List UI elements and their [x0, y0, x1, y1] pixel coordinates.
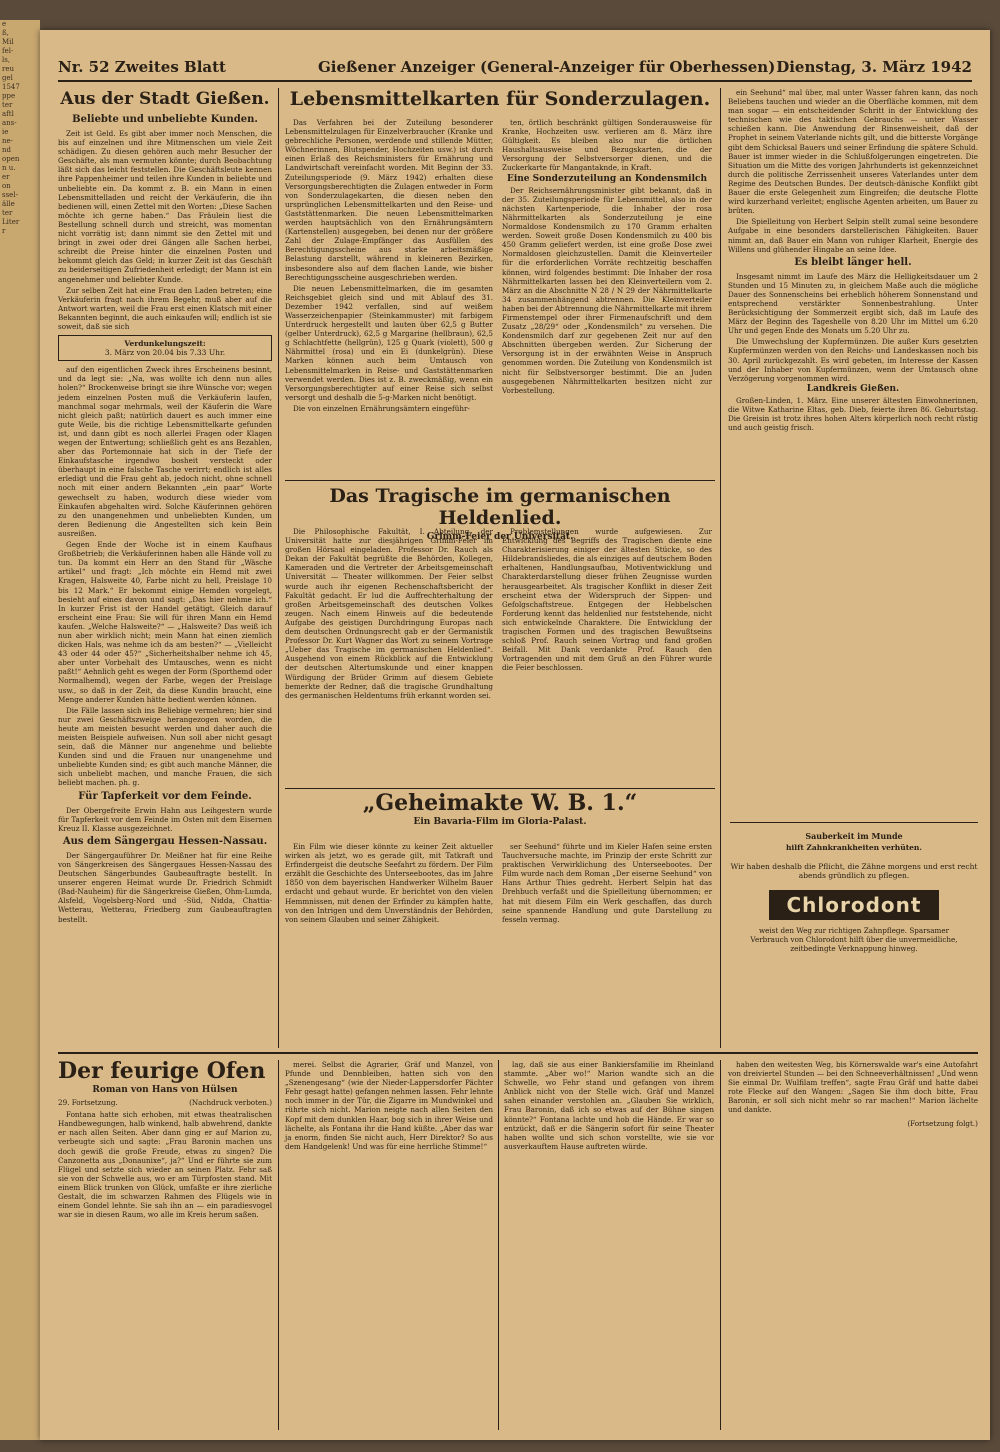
strip-line: Liter [2, 218, 20, 226]
ad-subline: hilft Zahnkrankheiten verhüten. [785, 843, 922, 852]
article-paragraph: Die neuen Lebensmittelmarken, die im gesamten Reichsgebiet gleich sind und mit Ablauf des 31. Dezember 1942 verfallen, sind auf weißem Wasserzeichenpapier (Steinkammuster) mit farbigem Unterdruck hergestellt und lauten über 62,5 g Butter (gelber Unterdruck), 62,5 g Margarine (hellbraun), 62,5 g Schlachtfette (hellgrün), 125 g Quark (violett), 500 g Nährmittel (rosa) und ein Ei (dunkelgrün). Diese Marken können auch beim Umtausch von Lebensmittelmarken in Reise- und Gaststättenmarken verwendet werden. Dies ist z. B. zweckmäßig, wenn ein Versorgungsberechtigter auf einer Reise sich selbst versorgt und deshalb die 5-g-Marken nicht benötigt. [285, 283, 493, 402]
newspaper-page [40, 30, 990, 1440]
strip-line: fel- [2, 47, 14, 55]
column-divider [498, 1060, 499, 1430]
heroic-song-heading-block [285, 485, 715, 542]
article-paragraph: Insgesamt nimmt im Laufe des März die Helligkeitsdauer um 2 Stunden und 15 Minuten zu, in gleichem Maße auch die mögliche Dauer des Sonnenscheins bei erheblich höherem Sonnenstand und entsprechend verstärkter Sonnenbestrahlung. Unter Berücksichtigung der Sommerzeit ergibt sich, daß im Laufe des März der Beginn des Tageshelle von 8.20 Uhr im Mittel um 6.20 Uhr und gegen Ende des Monats um 5.20 Uhr zu. [728, 271, 978, 336]
strip-line: open [2, 155, 20, 163]
novel-paragraph: haben den weitesten Weg, bis Körnerswalde war's eine Autofahrt von dreiviertel Stunden — bei den Schneeverhältnissen! „Und wenn Sie einmal Dr. Wulfilam treffen“, sagte Frau Gräf und hatte dabei rote Flecke auf den Wangen: „Sagen Sie ihm doch bitte, Frau Baronin, er soll sich nicht mehr so rar machen!“ Marion lächelte und dankte. [728, 1060, 978, 1115]
strip-line: ter [2, 101, 13, 109]
strip-line: aftl [2, 110, 14, 118]
article-paragraph: Das Verfahren bei der Zuteilung besonderer Lebensmittelzulagen für Einzelverbraucher (Kranke und gebrechliche Personen, werdende und stillende Mütter, Wöchnerinnen, Blutspender, Hochzeiten usw.) ist durch einen Erlaß des Reichsministers für Ernährung und Landwirtschaft vereinfacht worden. Mit Beginn der 33. Zuteilungsperiode (9. März 1942) erhalten diese Versorgungsberechtigten die Zulagen entweder in Form von Sonderzulagekarten, die diesen neben den ursprünglichen Lebensmittelkarten und den Reise- und Gaststättenmarken. Die neuen Lebensmittelmarken werden hauptsächlich von den Ernährungsämtern (Kartenstellen) ausgegeben, bei denen nur der größere Zahl der Zulage-Empfänger das Ausfüllen des Berechtigungsscheine aus starke arbeitsmäßige Belastung darstellt, während in kleineren Bezirken, insbesondere also auf dem flachen Lande, wie bisher Berechtigungsscheine ausgeschrieben werden. [285, 118, 493, 282]
ad-brand: Chlorodont [769, 890, 939, 920]
singers-heading: Aus dem Sängergau Hessen-Nassau. [62, 835, 268, 847]
article-paragraph: Problemstellungen wurde aufgewiesen. Zur Entwicklung des Begriffs des Tragischen diente eine Charakterisierung einiger der ältesten Stücke, so des Hildebrandsliedes, die als einziges auf deutschem Boden erhaltenen, Handlungsaufbau, Motiventwicklung und Charakterdarstellung dieser frühen Zeugnisse wurden herausgearbeitet. Als tragischer Konflikt in dieser Zeit erscheint etwa der Widerspruch der Sippen- und Gefolgschaftstreue. Entgegen der Hebbelschen Forderung kennt das heldenlied nur feststehende, nicht sich entwickelnde Charaktere. Die Entwicklung der tragischen Formen und des tragischen Bewußtseins schloß Prof. Rauch seinen Vortrag und fand großen Beifall. Mit Dank verdankte Prof. Rauch den Vortragenden und mit dem Gruß an den Führer wurde die Feier beschlossen. [502, 527, 712, 673]
article-paragraph: Die von einzelnen Ernährungsämtern eingeführ- [293, 403, 470, 413]
column-ration-cards-left [285, 118, 493, 478]
heroic-song-right [502, 527, 712, 785]
heroic-song-subheading: Grimm-Feier der Universität. [426, 532, 574, 542]
column-local-news [58, 88, 272, 1048]
district-heading: Landkreis Gießen. [806, 383, 900, 394]
film-subheading: Ein Bavaria-Film im Gloria-Palast. [413, 817, 587, 827]
strip-line: ter [2, 209, 13, 217]
blackout-text: 3. März von 20.04 bis 7.33 Uhr. [104, 348, 226, 358]
ration-cards-heading-block [285, 88, 715, 114]
column-divider [278, 1060, 279, 1430]
film-heading: „Geheimakte W. B. 1.“ [362, 790, 638, 816]
article-paragraph: auf den eigentlichen Zweck ihres Erscheinens besinnt, und da legt sie: „Na, was wollte ich denn nun alles holen?“ Brockenweise bringt sie ihre Wünsche vor; wegen jedem einzelnen Posten muß die Verkäuferin laufen, manchmal sogar mehrmals, weil der Käuferin die Ware nicht gleich paßt; natürlich dauert es auch immer eine gute Weile, bis die richtige Lebensmittelkarte gefunden ist, und dann gibt es noch allerlei Fragen oder Klagen wegen der Entwertung; schließlich geht es ans Bezahlen, aber das Portemonnaie hat sich in der Tiefe der Einkaufstasche irgendwo bosheit versteckt oder überhaupt in eine falsche Tasche verirrt; endlich ist alles erledigt und die Frau geht ab, jedoch nicht, ohne schnell noch mit einer andern Bekannten „ein paar“ Worte gewechselt zu haben, wodurch diese wieder vom Einkaufen abgehalten wird. Solche Käuferinnen gehören zu den unangenehmen und unbeliebten Kunden, um deren Bedienung die Angestellten sich kein Bein ausreißen. [58, 365, 272, 538]
section-rule [285, 480, 715, 481]
column-divider [720, 1060, 721, 1430]
strip-line: reu [2, 65, 14, 73]
film-left [285, 842, 493, 1048]
column-ration-cards-right [502, 118, 712, 478]
section-rule-heavy [58, 1052, 978, 1054]
heroic-song-heading: Das Tragische im germanischen Heldenlied. [329, 485, 671, 529]
strip-line: ie [2, 128, 9, 136]
novel-reprint-notice: (Nachdruck verboten.) [189, 1098, 272, 1108]
film-right [502, 842, 712, 1048]
chlorodont-advertisement [730, 822, 978, 993]
blackout-title: Verdunkelungszeit: [124, 339, 206, 349]
novel-column-3 [504, 1060, 714, 1430]
blackout-time-box [58, 335, 272, 361]
adjacent-page-strip [0, 20, 40, 1440]
strip-line: ppe [2, 92, 16, 100]
strip-line: ls, [2, 56, 11, 64]
strip-line: Mil [2, 38, 14, 46]
strip-line: ans- [2, 119, 17, 127]
novel-paragraph: merei. Selbst die Agrarier, Gräf und Manzel, von Pfunde und Dennbleiben, hatten sich von den „Szenengesang“ (wie der Nieder-Lappersdorfer Pächter Fehr gesagt hatte) gefangen nehmen lassen. Fehr lehnte noch immer in der Tür, die Zigarre im Mundwinkel und rührte sich nicht. Marion neigte nach allen Seiten den Kopf mit dem dunklen Haar, bog sich in ihrer Weise und lächelte, als Fontana ihr die Hand küßte. „Aber das war ja enorm, finden Sie nicht auch, Herr Direktor? So aus dem Handgelenk! Und was für eine herrliche Stimme!“ [285, 1060, 493, 1151]
article-paragraph: Der Sängergauführer Dr. Meißner hat für eine Reihe von Sängerkreisen des Sängergaues Hessen-Nassau des Deutschen Sängerbundes Gaubeauftragte bestellt. In unserer engeren Heimat wurde Dr. Friedrich Schmidt (Bad-Nauheim) für die Sängerkreise Gießen, Ohm-Lumda, Alsfeld, Vogelsberg-Nord und -Süd, Nidda, Chattia-Wetterau, Wetterau, Friedberg zum Gaubeauftragten bestellt. [58, 850, 272, 924]
novel-title: Der feurige Ofen [58, 1058, 266, 1084]
article-paragraph: Die Umwechslung der Kupfermünzen. Die außer Kurs gesetzten Kupfermünzen werden von den Reichs- und Landeskassen noch bis 30. April zurückgezahlt. Es wird gebeten, im Interesse der Kassen und der Inhaber von Kupfermünzen, wenn der Umtausch ohne Verzögerung vorgenommen wird. [728, 337, 978, 383]
strip-line: ssel- [2, 191, 18, 199]
issue-date: Dienstag, 3. März 1942 [776, 58, 972, 76]
column-divider [720, 88, 721, 1048]
strip-line: n u. [2, 164, 16, 172]
column-divider [278, 88, 279, 1048]
article-paragraph: Der Obergefreite Erwin Hahn aus Leihgestern wurde für Tapferkeit vor dem Feinde im Osten mit dem Eisernen Kreuz II. Klasse ausgezeichnet. [58, 805, 272, 833]
strip-line: r [2, 227, 6, 235]
column-right [728, 88, 978, 818]
article-paragraph: ser Seehund“ führte und im Kieler Hafen seine ersten Tauchversuche machte, im Prinzip der erste Schritt zur praktischen Verwirklichung des Unterseebootes. Der Film wurde nach dem Roman „Der eiserne Seehund“ von Hans Arthur Thies gedreht. Herbert Selpin hat das Drehbuch verfaßt und die Spielleitung übernommen; er hat mit diesem Film ein Werk geschaffen, das durch seine spannende Handlung und gute Darstellung zu fesseln vermag. [502, 842, 712, 924]
novel-column-2 [285, 1060, 493, 1430]
strip-line: gel [2, 74, 13, 82]
novel-column-1 [58, 1060, 272, 1430]
article-paragraph: Die Philosophische Fakultät, I. Abteilung, der Universität hatte zur diesjährigen Grimm-Feier im großen Hörsaal eingeladen. Professor Dr. Rauch als Dekan der Fakultät begrüßte die Behörden, Kollegen, Kameraden und die Vertreter der Arbeitsgemeinschaft Universität — Theater willkommen. Der Feier selbst wurde auch ihr eigenen Rechenschaftsbericht der Fakultät gedacht. Er lud die Auffrechterhaltung der großen Arbeitsgemeinschaft des deutschen Volkes zeugen. Nach einem Hinweis auf die bedeutende Aufgabe des geistigen Durchdringung Europas nach dem deutschen Ordnungsrecht gab er der Germanistik Professor Dr. Kurt Wagner das Wort zu seinem Vortrage „Ueber das Tragische im germanischen Heldenlied“. Ausgehend von einem Rückblick auf die Entwicklung der deutschen Altertumskunde und einer knappen Würdigung der Brüder Grimm auf diesem Gebiete bemerkte der Redner, daß die tragische Grundhaltung des germanischen Heldentums früh erkannt worden sei. [285, 527, 493, 700]
novel-column-4 [728, 1060, 978, 1430]
strip-line: on [2, 182, 11, 190]
novel-author: Roman von Hans von Hülsen [92, 1085, 238, 1095]
novel-paragraph: lag, daß sie aus einer Bankiersfamilie im Rheinland stammte. „Aber wo!“ Marion wandte sich an die Schwelle, wo Fehr stand und gefangen von ihrem Anblick nicht von der Stelle wich. Gräf und Manzel sahen einander verstohlen an. „Glauben Sie wirklich, Frau Baronin, daß ich so etwas auf der Bühne singen könnte?“ Fontana lachte und hob die Hände. Er war so entzückt, daß er die Sängerin sofort für seine Theater haben wollte und sich schon vorstellte, wie sie vor ausverkauftem Hause auftreten würde. [504, 1060, 714, 1151]
paper-title: Gießener Anzeiger (General-Anzeiger für Oberhessen) [318, 58, 776, 76]
article-paragraph: Zur selben Zeit hat eine Frau den Laden betreten; eine Verkäuferin fragt nach ihrem Begehr, muß aber auf die Antwort warten, weil die Frau erst einen Klatsch mit einer Bekannten beginnt, die auch einkaufen will; endlich ist sie soweit, daß sie sich [58, 285, 272, 331]
article-paragraph: ten, örtlich beschränkt gültigen Sonderausweise für Kranke, Hochzeiten usw. verlieren am 8. März ihre Gültigkeit. Es bleiben also nur die örtlichen Haushaltsausweise und Bezugskarten, die der Versorgung der Selbstversorger dienen, und die Zuckerkarte für Mangantaknde, in Kraft. [502, 118, 712, 173]
daylight-heading: Es bleibt länger hell. [794, 256, 912, 268]
article-paragraph: Zeit ist Geld. Es gibt aber immer noch Menschen, die bis auf einzelnen und ihre Mitmenschen um viele Zeit schädigen. Zu diesen gehören auch mehr Besucher der Geschäfte, als man vermuten könnte; durch Beobachtung läßt sich das leicht feststellen. Die Geschäftsleute kennen ihre Pappenheimer und teilen ihre Kunden in beliebte und unbeliebte ein. Da kommt z. B. ein Mann in einen Lebensmittelladen und reicht der Verkäuferin, die ihn bedienen will, einen Zettel mit den Worten: „Diese Sachen möchte ich gerne haben.“ Das Fräulein liest die Bestellung schnell durch und streicht, was momentan nicht vorrätig ist; dann nimmt sie den Zettel mit und bringt in zwei oder drei Gängen alle Sachen herbei, schreibt die Preise hinter die einzelnen Posten und bekommt gleich das Geld; in kurzer Zeit ist das Geschäft zu beiderseitigen Zufriedenheit erledigt; der Mann ist ein angenehmer und beliebter Kunde. [58, 129, 272, 284]
novel-paragraph: Fontana hatte sich erhoben, mit etwas theatralischen Handbewegungen, halb winkend, halb abwehrend, dankte er nach allen Seiten. Aber dann ging er auf Marion zu, verbeugte sich und sagte: „Frau Baronin machen uns doch gewiß die große Freude, etwas zu singen? Die Canzonetta aus „Donaunixe“, ja?“ Und er führte sie zum Flügel und setzte sich wieder an seinen Platz. Fehr saß sie von der Schwelle aus, wo er am Türpfosten stand. Mit einem Blick trunken von Glück, umfaßte er ihre zierliche Gestalt, die im schwarzen Rahmen des Flügels wie in einem Gondel lehnte. Sie sah ihn an — ein paradiesvogel war sie in diesen Raum, wo alle im Kreis herum saßen. [58, 1110, 272, 1220]
condensed-milk-heading: Eine Sonderzuteilung an Kondensmilch [506, 173, 708, 184]
article-paragraph: ein Seehund“ mal über, mal unter Wasser fahren kann, das noch Beliebens tauchen und wieder an die Oberfläche kommen, mit dem man sogar — ein entscheidender Schritt in der Entwicklung des technischen wie des taktischen Gebrauchs — unter Wasser schießen kann. Die Anwendung der Rinsenweisheit, daß der Prophet in seinem Vaterlande nichts gilt, und die bitterste Vorgänge gibt dem Schicksal Bauers und seiner Erfindung die spätere Schuld. Bauer ist immer wieder in die Schlußfolgerungen eingetreten. Die Situation um die Mitte des vorigen Jahrhunderts ist gekennzeichnet durch die politische Zerrissenheit unseres Vaterlandes unter dem Regime des Deutschen Bundes. Der deutsch-dänische Konflikt gibt Bauer die erste Gelegenheit zum Eingreifen; die deutsche Flotte wird kurzerhand verleitet; englische Agenten arbeiten, um Bauer zu brüten. [728, 88, 978, 216]
strip-line: er [2, 173, 10, 181]
heroic-song-left [285, 527, 493, 785]
ad-text: Wir haben deshalb die Pflicht, die Zähne morgens und erst recht abends gründlich zu pflegen. [730, 862, 978, 880]
section-rule [285, 788, 715, 789]
issue-number: Nr. 52 Zweites Blatt [58, 58, 226, 76]
ad-headline: Sauberkeit im Munde [805, 831, 903, 841]
strip-line: älle [2, 200, 15, 208]
article-paragraph: Die Fälle lassen sich ins Beliebige vermehren; hier sind nur zwei Geschäftszweige herangezogen worden, die heute am meisten besucht werden und daher auch die meisten Beispiele aufweisen. Nun soll aber nicht gesagt sein, daß die Männer nur angenehme und beliebte Kunden sind und die Frauen nur unangenehme und unbeliebte Kunden sind; es gibt auch manche Männer, die sich unbeliebt machen, und manche Frauen, die sich beliebt machen. ph. g. [58, 705, 272, 788]
strip-line: ne- [2, 137, 14, 145]
article-paragraph: Gegen Ende der Woche ist in einem Kaufhaus Großbetrieb; die Verkäuferinnen haben alle Hände voll zu tun. Da kommt ein Herr an den Stand für „Wäsche artikel“ und fragt: „Ich möchte ein Hemd mit zwei Kragen, Halsweite 40, Farbe nicht zu hell, Preislage 10 bis 12 Mark.“ Er bekommt einige Hemden vorgelegt, besieht auf eines davon und sagt: „Das hier nehme ich.“ In kurzer Frist ist der Handel getätigt. Gleich darauf erscheint eine Frau: Sie will für ihren Mann ein Hemd kaufen. „Welche Halsweite?“ — „Halsweite? Das weiß ich nun aber wirklich nicht; mein Mann hat einen ziemlich dicken Hals, was nehme ich da am besten?“ — „Vielleicht 43 oder 44 oder 45?“ „Sicherheitshalber nehme ich 45, aber unter Vorbehalt des Umtausches, wenn es nicht paßt!“ Aehnlich geht es wegen der Form (Sporthemd oder Normalhemd), wegen der Farbe, wegen der Preislage usw., so daß in der Zeit, da diese Kundin braucht, eine Menge anderer Kunden hätte bedient werden können. [58, 540, 272, 704]
ad-footer-text: weist den Weg zur richtigen Zahnpflege. Sparsamer Verbrauch von Chlorodont hilft über die unvermeidliche, zeitbedingte Verknappung hinweg. [750, 926, 958, 953]
strip-line: nd [2, 146, 11, 154]
article-paragraph: Die Spielleitung von Herbert Selpin stellt zumal seine besondere Aufgabe in eine besonders darstellerischen Fähigkeiten. Bauer nimmt an, daß Bauer ein Mann von ruhiger Klarheit, Energie des Willens und glühender Hingabe an seine Idee. [728, 217, 978, 254]
article-paragraph: Ein Film wie dieser könnte zu keiner Zeit aktueller wirken als jetzt, wo es gerade gilt, mit Tatkraft und Erfindergeist die deutsche Seefahrt zu fördern. Der Film erzählt die Geschichte des Unterseebootes, das im Jahre 1850 von dem bayerischen Handwerker Wilhelm Bauer erdacht und gebaut wurde. Er berichtet von den vielen Hemmnissen, mit denen der Erfinder zu kämpfen hatte, von den Intrigen und dem Unverständnis der Behörden, von seinem Glauben und seiner Zähigkeit. [285, 842, 493, 924]
ration-cards-heading: Lebensmittelkarten für Sonderzulagen. [289, 88, 711, 110]
strip-line: ß, [2, 29, 9, 37]
novel-installment: 29. Fortsetzung. [58, 1098, 118, 1108]
masthead [58, 58, 972, 82]
bravery-heading: Für Tapferkeit vor dem Feinde. [78, 790, 252, 802]
strip-line: 1547 [2, 83, 20, 91]
article-paragraph: Großen-Linden, 1. März. Eine unserer ältesten Einwohnerinnen, die Witwe Katharine Eltas, geb. Dieb, feierte ihren 86. Geburtstag. Die Greisin ist trotz ihres hohen Alters körperlich noch recht rüstig und auch geistig frisch. [728, 395, 978, 433]
local-news-heading: Aus der Stadt Gießen. [60, 89, 270, 109]
strip-line: e [2, 20, 7, 28]
customers-subheading: Beliebte und unbeliebte Kunden. [72, 114, 258, 125]
novel-continuation: (Fortsetzung folgt.) [907, 1118, 978, 1128]
article-paragraph: Der Reichsernährungsminister gibt bekannt, daß in der 35. Zuteilungsperiode für Lebensmittel, also in der nächsten Kartenperiode, die Inhaber der rosa Nährmittelkarten als Sonderzuteilung je eine Normaldose Kondensmilch zu 170 Gramm erhalten werden. Soweit große Dosen Kondensmilch zu 400 bis 450 Gramm geliefert werden, ist eine große Dose zwei Normaldosen gleichzustellen. Damit die Kleinverteiler für die erforderlichen Vorräte rechtzeitig beschaffen können, wird folgendes bestimmt: Die Inhaber der rosa Nährmittelkarten lassen bei den Kleinverteilern vom 2. März an die Abschnitte N 28 / N 29 der Nährmittelkarte 34 zusammenhängend abtrennen. Die Kleinverteiler haben bei der Abtrennung die Nährmittelkarte mit ihrem Firmenstempel oder ihrer Firmenaufschrift und dem Zusatz „28/29“ oder „Kondensmilch“ zu versehen. Die Kondensmilch darf zur gegebenen Zeit nur auf den Abschnitten übergeben werden. Zur Sicherung der Versorgung ist in der erwähnten Weise in Anspruch genommen worden. Die Zuteilung von Kondensmilch ist nicht für Selbstversorger bestimmt. Die an Juden ausgegebenen Nährmittelkarten besitzen nicht zur Vorbestellung. [502, 185, 712, 395]
film-heading-block [285, 792, 715, 840]
